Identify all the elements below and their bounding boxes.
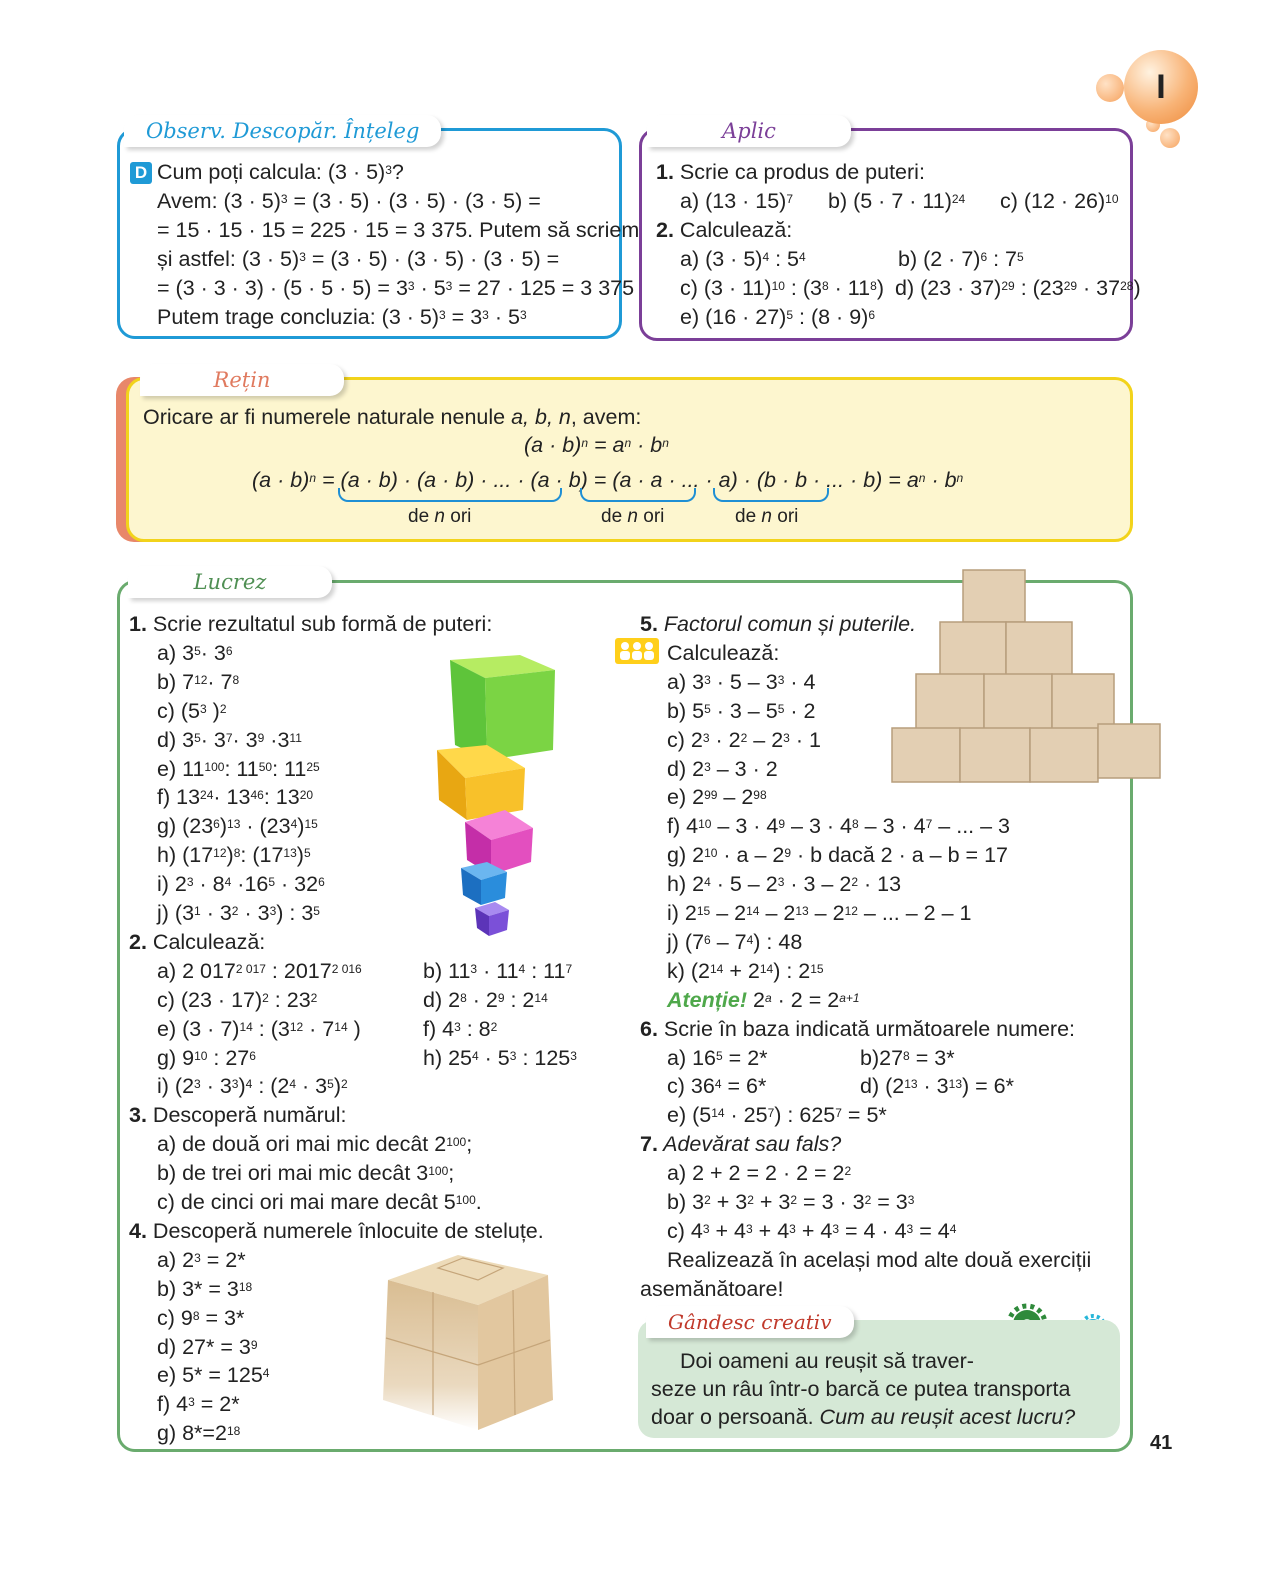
creativ-line-3: doar o persoană. Cum au reușit acest lucru?: [651, 1405, 1076, 1429]
ex2-item-right: h) $25^4 \cdot 5^3$ : $125^3$: [423, 1045, 577, 1070]
ex2-item-left: a) 2 $017^{2 017}$ : $2017^{2 016}$: [157, 958, 362, 983]
ex3-title: 3. Descoperă numărul:: [129, 1103, 347, 1128]
ex4-item: c) $9^8 = 3*$: [157, 1305, 245, 1330]
ex7-extra-1: Realizează în același mod alte două exerciții: [667, 1247, 1092, 1272]
chapter-badge: [1124, 50, 1198, 124]
ex5-item: c) $2^3 \cdot 2^2 - 2^3 \cdot 1$: [667, 727, 821, 752]
ex5-title: 5. Factorul comun și puterile.: [640, 612, 917, 636]
ex2-title: 2. Calculează:: [129, 929, 266, 954]
stacked-cubes-illustration: [425, 650, 575, 940]
ex5-item: j) $(7^6 - 7^4)$ : 48: [667, 929, 803, 954]
aplic-ex2-c: c) $(3 \cdot 11)^{10}$ : $(3^8 \cdot 11^8)$: [680, 276, 884, 300]
ex6-item: c) $36^4 = 6*$: [667, 1074, 767, 1099]
retin-brace-3: [713, 488, 829, 502]
ex5-item: b) $5^5 \cdot 3 - 5^5 \cdot 2$: [667, 698, 816, 723]
aplic-ex1-c: c) $(12 \cdot 26)^{10}$: [1000, 189, 1119, 213]
ex1-item: i) $2^3 \cdot 8^4 \cdot 16^5 \cdot 32^6$: [157, 872, 325, 897]
observ-line-1: Cum poți calcula: $(3 \cdot 5)^3$?: [157, 160, 404, 184]
ex2-item-left: e) $(3 \cdot 7)^{14}$ : ($3^{12} \cdot 7^{14}$ ): [157, 1016, 361, 1041]
ex5-item: d) $2^3 - 3 \cdot 2$: [667, 756, 778, 781]
retin-tab: [140, 364, 344, 396]
ex4-title: 4. Descoperă numerele înlocuite de steluțe.: [129, 1218, 544, 1243]
wooden-cube-puzzle-illustration: [378, 1250, 558, 1435]
aplic-ex2-a: a) $(3 \cdot 5)^4$ : $5^4$: [680, 247, 806, 271]
ex5-subtitle: Calculează:: [667, 640, 780, 665]
ex4-item: g) $8*=2^{18}$: [157, 1421, 241, 1446]
ex1-item: a) $3^5\cdot 3^6$: [157, 640, 233, 665]
lucrez-tab-label: Lucrez: [193, 570, 267, 594]
ex7-item: a) $2 + 2 = 2 \cdot 2 = 2^2$: [667, 1161, 852, 1186]
ex1-item: f) $13^{24}\cdot 13^{46}$: $13^{20}$: [157, 785, 314, 810]
creativ-line-2: seze un râu într-o barcă ce putea transporta: [651, 1377, 1071, 1401]
ex6-item: $b)27^8 = 3*$: [860, 1045, 955, 1070]
observ-line-2: Avem: $(3 \cdot 5)^3 = (3 \cdot 5) \cdot (3 \cdot 5) \cdot (3 \cdot 5)$ =: [157, 189, 541, 213]
wooden-pyramid-illustration: [888, 566, 1163, 786]
ex7-item: c) $4^3 + 4^3 + 4^3 + 4^3 = 4 \cdot 4^3 = 4^4$: [667, 1218, 957, 1243]
aplic-tab: [647, 115, 851, 147]
observ-line-6: Putem trage concluzia: $(3 \cdot 5)^3 = 3^3 \cdot 5^3$: [157, 305, 527, 329]
ex7-title: 7. Adevărat sau fals?: [640, 1132, 842, 1157]
ex2-item-right: d) $2^8 \cdot 2^9$ : $2^{14}$: [423, 987, 548, 1012]
retin-brace-label-2: de n ori: [601, 506, 665, 527]
ex6-item: a) $16^5 = 2*$: [667, 1045, 768, 1070]
aplic-ex2-title: 2. Calculează:: [656, 218, 793, 242]
creativ-tab: [646, 1306, 854, 1338]
aplic-ex2-b: b) $(2 \cdot 7)^6$ : $7^5$: [898, 247, 1024, 271]
ex2-item-left: c) $(23 \cdot 17)^2$ : $23^2$: [157, 987, 318, 1012]
observ-tab: [124, 115, 441, 147]
ex1-item: c) ($5^3$ )$^2$: [157, 698, 227, 723]
ex5-item: h) $2^4 \cdot 5 - 2^3 \cdot 3 - 2^2 \cdot 13$: [667, 872, 902, 897]
ex4-item: d) $27* = 3^9$: [157, 1334, 258, 1359]
observ-badge: [130, 162, 152, 184]
retin-expansion: $(a \cdot b)^n = (a \cdot b) \cdot (a \cdot b)$ · ... · (a · b) = (a · a · ... · a) · (b · b · ... · $b) = a^n \cdot b^n$: [252, 468, 964, 492]
ex3-item: c) de cinci ori mai mare decât $5^{100}$.: [157, 1190, 482, 1214]
ex1-item: b) $7^{12}\cdot 7^8$: [157, 669, 240, 694]
aplic-ex1-b: b) $(5 \cdot 7 \cdot 11)^{24}$: [828, 189, 966, 213]
aplic-ex1-title: 1. Scrie ca produs de puteri:: [656, 160, 925, 184]
ex7-extra-2: asemănătoare!: [640, 1276, 784, 1301]
ex2-item-left: g) $9^{10}$ : $27^6$: [157, 1045, 256, 1070]
retin-formula: $(a \cdot b)^n = a^n \cdot b^n$: [524, 433, 669, 457]
ex5-item: f) $4^{10} - 3 \cdot 4^9 - 3 \cdot 4^8 - 3 \cdot 4^7$ – ... – 3: [667, 814, 1010, 839]
ex1-title: 1. Scrie rezultatul sub formă de puteri:: [129, 612, 493, 636]
lucrez-tab: [128, 566, 332, 598]
retin-brace-1: [338, 488, 562, 502]
aplic-ex1-a: a) $(13 \cdot 15)^7$: [680, 189, 794, 213]
ex5-item: e) $2^{99} - 2^{98}$: [667, 785, 767, 810]
observ-line-4: și astfel: $(3 \cdot 5)^3 = (3 \cdot 5) \cdot (3 \cdot 5) \cdot (3 \cdot 5)$ =: [157, 247, 560, 271]
creativ-tab-label: Gândesc creativ: [668, 1310, 832, 1334]
aplic-tab-label: Aplic: [722, 119, 776, 143]
creativ-line-1: Doi oameni au reușit să traver-: [680, 1349, 974, 1373]
ex5-item: a) $3^3 \cdot 5 - 3^3 \cdot 4$: [667, 669, 816, 694]
ex4-item: b) $3* = 3^{18}$: [157, 1276, 253, 1301]
ex1-item: d) $3^5\cdot 3^7\cdot 3^9 \cdot 3^{11}$: [157, 727, 302, 752]
ex2-item-right: b) $11^3 \cdot 11^4$ : $11^7$: [423, 958, 573, 983]
retin-tab-label: Rețin: [213, 368, 271, 392]
observ-badge-label: D: [134, 163, 148, 182]
ex4-item: f) $4^3 = 2*$: [157, 1392, 240, 1417]
ex5-item: i) $2^{15} - 2^{14} - 2^{13} - 2^{12}$ – ... – 2 – 1: [667, 901, 972, 925]
ex3-item: b) de trei ori mai mic decât $3^{100}$;: [157, 1161, 455, 1186]
decor-bubble-small: [1096, 74, 1124, 102]
ex4-item: e) $5* = 125^4$: [157, 1363, 270, 1388]
ex6-item: d) $(2^{13} \cdot 3^{13}) = 6*$: [860, 1074, 1015, 1099]
aplic-ex2-d: d) $(23 \cdot 37)^{29}$ : $(23^{29} \cdot 37^{28})$: [895, 276, 1141, 300]
chapter-label: I: [1156, 68, 1166, 106]
ex1-item: h) $(17^{12})^8$: $(17^{13})^5$: [157, 843, 311, 868]
ex4-item: a) $2^3 = 2*$: [157, 1247, 246, 1272]
ex5-atentie: Atenție! $2^a \cdot 2 = 2^{a+1}$: [667, 987, 860, 1012]
retin-intro: Oricare ar fi numerele naturale nenule a, b, n, avem:: [143, 405, 642, 429]
ex1-item: j) $(3^1 \cdot 3^2 \cdot 3^3)$ : $3^5$: [157, 901, 320, 925]
ex1-item: g) $(23^6)^{13} \cdot (23^4)^{15}$: [157, 814, 318, 839]
ex1-item: e) $11^{100}$: $11^{50}$: $11^{25}$: [157, 756, 320, 781]
ex2-item-right: f) $4^3$ : $8^2$: [423, 1016, 498, 1041]
group-work-icon: [615, 638, 659, 664]
ex6-title: 6. Scrie în baza indicată următoarele numere:: [640, 1016, 1076, 1041]
ex3-item: a) de două ori mai mic decât $2^{100}$;: [157, 1132, 473, 1157]
observ-tab-label: Observ. Descopăr. Înțeleg: [146, 119, 420, 143]
ex2-item-left: i) $(2^3 \cdot 3^3)^4$ : $(2^4 \cdot 3^5)^2$: [157, 1074, 348, 1099]
ex5-item: k) $(2^{14} + 2^{14})$ : $2^{15}$: [667, 958, 824, 983]
ex6-item: e) $(5^{14} \cdot 25^7)$ : $625^7 = 5*$: [667, 1103, 887, 1128]
retin-brace-2: [580, 488, 696, 502]
page-number: 41: [1150, 1432, 1173, 1454]
retin-brace-label-3: de n ori: [735, 506, 799, 527]
observ-line-3: = 15 · 15 · 15 = 225 · 15 = 3 375. Putem să scriem: [157, 218, 640, 242]
aplic-ex2-e: e) $(16 \cdot 27)^5$ : $(8 \cdot 9)^6$: [680, 305, 875, 329]
retin-brace-label-1: de n ori: [408, 506, 472, 527]
decor-bubble-tiny-2: [1160, 128, 1180, 148]
observ-line-5: = $(3 \cdot 3 \cdot 3) \cdot (5 \cdot 5 \cdot 5) = 3^3 \cdot 5^3 = 27 \cdot 125 = 3$ 375: [157, 276, 635, 300]
ex5-item: g) $2^{10} \cdot a - 2^9 \cdot b$ dacă 2 · a – b = 17: [667, 843, 1008, 868]
ex7-item: b) $3^2 + 3^2 + 3^2 = 3 \cdot 3^2 = 3^3$: [667, 1190, 915, 1214]
